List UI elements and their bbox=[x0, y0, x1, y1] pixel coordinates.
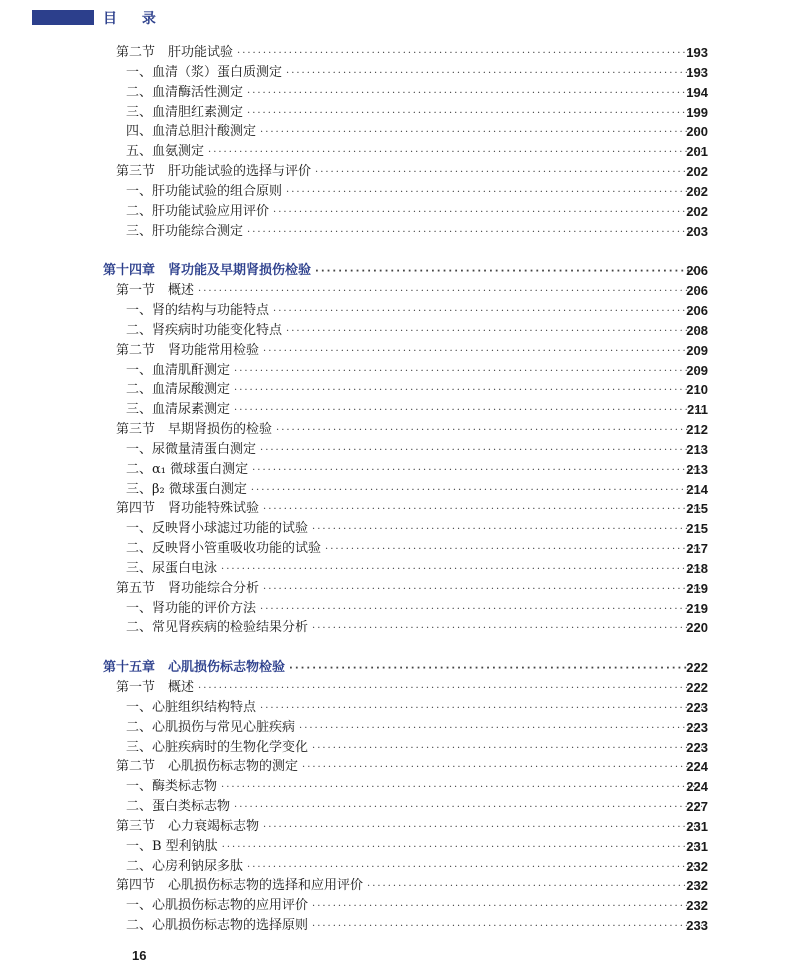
toc-page-number: 231 bbox=[686, 818, 708, 834]
toc-section[interactable] bbox=[0, 43, 800, 63]
toc-label: 第十四章 肾功能及早期肾损伤检验 bbox=[103, 263, 312, 279]
toc-label: 一、心脏组织结构特点 bbox=[126, 699, 257, 715]
toc-section[interactable] bbox=[0, 579, 800, 599]
toc-item[interactable] bbox=[0, 202, 800, 222]
toc-entry bbox=[103, 261, 706, 282]
toc-label: 一、肾功能的评价方法 bbox=[126, 600, 257, 616]
toc-page-number: 199 bbox=[686, 104, 708, 120]
toc-page-number: 209 bbox=[686, 342, 708, 358]
toc-label: 二、肾疾病时功能变化特点 bbox=[126, 322, 283, 338]
toc-entry bbox=[126, 777, 706, 798]
toc-leader-dots bbox=[299, 719, 702, 739]
toc-leader-dots bbox=[221, 560, 702, 580]
toc-entry bbox=[116, 876, 706, 897]
toc-label: 二、α₁ 微球蛋白测定 bbox=[126, 461, 249, 477]
toc-page-number: 220 bbox=[686, 620, 708, 636]
toc-entry bbox=[126, 857, 706, 878]
toc-entry bbox=[116, 579, 706, 600]
toc-label: 第二节 肝功能试验 bbox=[116, 45, 234, 60]
toc-page-number: 222 bbox=[686, 680, 708, 695]
toc-page-number: 202 bbox=[686, 183, 708, 199]
toc-entry bbox=[126, 480, 706, 501]
toc-leader-dots bbox=[263, 580, 702, 600]
toc-entry bbox=[126, 698, 706, 719]
toc-section[interactable] bbox=[0, 420, 800, 440]
toc-page-number: 223 bbox=[686, 699, 708, 715]
toc-leader-dots bbox=[198, 679, 702, 699]
toc-leader-dots bbox=[312, 619, 702, 639]
toc-page-number: 224 bbox=[686, 759, 708, 775]
toc-page-number: 223 bbox=[686, 739, 708, 755]
toc-item[interactable] bbox=[0, 103, 800, 123]
toc-page-number: 193 bbox=[686, 64, 708, 80]
toc-label: 第十五章 心肌损伤标志物检验 bbox=[103, 660, 286, 676]
toc-entry bbox=[126, 559, 706, 580]
toc-spacer bbox=[0, 638, 800, 658]
toc-page-number: 206 bbox=[686, 302, 708, 318]
toc-section[interactable] bbox=[0, 341, 800, 361]
toc-page-number: 200 bbox=[686, 124, 708, 140]
toc-item[interactable] bbox=[0, 718, 800, 738]
toc-page-number: 202 bbox=[686, 203, 708, 219]
toc-item[interactable] bbox=[0, 857, 800, 877]
toc-page-number: 203 bbox=[686, 223, 708, 239]
toc-entry bbox=[116, 341, 706, 362]
toc-page-number: 213 bbox=[686, 441, 708, 457]
toc-page-number: 206 bbox=[686, 283, 708, 299]
toc-entry bbox=[116, 678, 706, 699]
toc-leader-dots bbox=[247, 104, 702, 124]
toc-entry bbox=[126, 599, 706, 620]
table-of-contents bbox=[0, 43, 800, 936]
toc-item[interactable] bbox=[0, 63, 800, 83]
toc-entry bbox=[126, 361, 706, 382]
toc-chapter[interactable] bbox=[0, 261, 800, 281]
toc-item[interactable] bbox=[0, 83, 800, 103]
toc-section[interactable] bbox=[0, 499, 800, 519]
toc-page-number: 219 bbox=[686, 600, 708, 616]
toc-label: 第五节 肾功能综合分析 bbox=[116, 580, 260, 596]
toc-label: 二、血清酶活性测定 bbox=[126, 84, 244, 100]
toc-leader-dots bbox=[312, 739, 702, 759]
toc-label: 三、血清尿素测定 bbox=[126, 402, 231, 418]
toc-leader-dots bbox=[222, 838, 702, 858]
toc-item[interactable] bbox=[0, 618, 800, 638]
toc-entry bbox=[126, 103, 706, 124]
toc-item[interactable] bbox=[0, 440, 800, 460]
toc-label: 三、肝功能综合测定 bbox=[126, 223, 244, 239]
toc-page-number: 217 bbox=[686, 541, 708, 557]
toc-leader-dots bbox=[247, 858, 702, 878]
toc-label: 三、血清胆红素测定 bbox=[126, 104, 244, 120]
toc-entry bbox=[126, 738, 706, 759]
toc-label: 二、心肌损伤标志物的选择原则 bbox=[126, 918, 309, 934]
toc-item[interactable] bbox=[0, 460, 800, 480]
toc-label: 一、心肌损伤标志物的应用评价 bbox=[126, 898, 309, 914]
toc-leader-dots bbox=[286, 64, 702, 84]
toc-item[interactable] bbox=[0, 916, 800, 936]
toc-page-number: 215 bbox=[686, 521, 708, 537]
toc-item[interactable] bbox=[0, 698, 800, 718]
toc-label: 第三节 肝功能试验的选择与评价 bbox=[116, 164, 312, 180]
toc-leader-dots bbox=[273, 203, 702, 223]
toc-item[interactable] bbox=[0, 301, 800, 321]
toc-entry bbox=[126, 122, 706, 143]
toc-leader-dots bbox=[221, 778, 702, 798]
toc-leader-dots bbox=[208, 143, 702, 163]
toc-item[interactable] bbox=[0, 797, 800, 817]
toc-label: 第三节 早期肾损伤的检验 bbox=[116, 422, 273, 438]
toc-item[interactable] bbox=[0, 380, 800, 400]
toc-entry bbox=[126, 837, 706, 858]
toc-leader-dots bbox=[286, 322, 702, 342]
toc-page-number: 232 bbox=[686, 858, 708, 874]
toc-leader-dots bbox=[325, 540, 702, 560]
toc-item[interactable] bbox=[0, 122, 800, 142]
toc-item[interactable] bbox=[0, 182, 800, 202]
toc-page-number: 194 bbox=[686, 84, 708, 100]
toc-leader-dots bbox=[263, 818, 702, 838]
toc-page-number: 223 bbox=[686, 719, 708, 735]
toc-leader-dots bbox=[276, 421, 702, 441]
toc-page-number: 193 bbox=[686, 45, 708, 60]
toc-entry bbox=[126, 83, 706, 104]
footer-page-number: 16 bbox=[132, 948, 147, 963]
toc-spacer bbox=[0, 241, 800, 261]
toc-leader-dots bbox=[247, 84, 702, 104]
toc-label: 一、酶类标志物 bbox=[126, 779, 218, 795]
toc-page-number: 227 bbox=[686, 799, 708, 815]
toc-item[interactable] bbox=[0, 480, 800, 500]
toc-leader-dots bbox=[263, 500, 702, 520]
toc-entry bbox=[126, 797, 706, 818]
toc-page-number: 201 bbox=[686, 144, 708, 160]
toc-leader-dots bbox=[315, 262, 702, 282]
toc-page-number: 213 bbox=[686, 461, 708, 477]
page-title: 目 录 bbox=[103, 11, 166, 27]
toc-entry bbox=[126, 718, 706, 739]
toc-item[interactable] bbox=[0, 599, 800, 619]
toc-entry bbox=[126, 460, 706, 481]
toc-leader-dots bbox=[247, 223, 702, 243]
toc-item[interactable] bbox=[0, 222, 800, 242]
toc-leader-dots bbox=[237, 44, 702, 64]
toc-leader-dots bbox=[263, 342, 702, 362]
toc-page-number: 212 bbox=[686, 422, 708, 438]
toc-leader-dots bbox=[289, 659, 702, 679]
toc-entry bbox=[116, 817, 706, 838]
toc-item[interactable] bbox=[0, 896, 800, 916]
toc-section[interactable] bbox=[0, 678, 800, 698]
toc-chapter[interactable] bbox=[0, 658, 800, 678]
toc-page-number: 232 bbox=[686, 878, 708, 894]
toc-section[interactable] bbox=[0, 876, 800, 896]
toc-entry bbox=[126, 916, 706, 937]
toc-label: 三、β₂ 微球蛋白测定 bbox=[126, 481, 247, 497]
toc-leader-dots bbox=[286, 183, 702, 203]
toc-label: 第三节 心力衰竭标志物 bbox=[116, 818, 260, 834]
toc-label: 第四节 心肌损伤标志物的选择和应用评价 bbox=[116, 878, 364, 894]
toc-leader-dots bbox=[312, 917, 702, 937]
toc-page-number: 233 bbox=[686, 918, 708, 934]
toc-entry bbox=[103, 658, 706, 679]
toc-label: 一、肝功能试验的组合原则 bbox=[126, 183, 283, 199]
toc-entry bbox=[116, 162, 706, 183]
toc-leader-dots bbox=[234, 401, 702, 421]
toc-leader-dots bbox=[252, 461, 702, 481]
toc-label: 二、血清尿酸测定 bbox=[126, 382, 231, 398]
toc-entry bbox=[126, 618, 706, 639]
toc-item[interactable] bbox=[0, 777, 800, 797]
toc-label: 五、血氨测定 bbox=[126, 144, 205, 160]
toc-leader-dots bbox=[273, 302, 702, 322]
toc-label: 二、心肌损伤与常见心脏疾病 bbox=[126, 719, 296, 735]
toc-page-number: 219 bbox=[686, 580, 708, 596]
toc-label: 二、反映肾小管重吸收功能的试验 bbox=[126, 541, 322, 557]
toc-label: 二、肝功能试验应用评价 bbox=[126, 203, 270, 219]
toc-item[interactable] bbox=[0, 559, 800, 579]
toc-page-number: 208 bbox=[686, 322, 708, 338]
toc-label: 二、蛋白类标志物 bbox=[126, 799, 231, 815]
toc-label: 三、尿蛋白电泳 bbox=[126, 560, 218, 576]
toc-label: 一、血清（浆）蛋白质测定 bbox=[126, 64, 283, 80]
toc-section[interactable] bbox=[0, 281, 800, 301]
toc-entry bbox=[116, 43, 706, 64]
toc-page-number: 210 bbox=[686, 382, 708, 398]
toc-item[interactable] bbox=[0, 539, 800, 559]
toc-leader-dots bbox=[260, 600, 702, 620]
toc-item[interactable] bbox=[0, 400, 800, 420]
toc-leader-dots bbox=[251, 481, 702, 501]
toc-label: 第一节 概述 bbox=[116, 680, 195, 695]
toc-section[interactable] bbox=[0, 757, 800, 777]
toc-label: 第二节 肾功能常用检验 bbox=[116, 342, 260, 358]
toc-entry bbox=[126, 380, 706, 401]
toc-page-number: 222 bbox=[686, 660, 708, 676]
header-accent-bar bbox=[32, 10, 94, 25]
toc-page-number: 209 bbox=[686, 362, 708, 378]
toc-label: 二、心房利钠尿多肽 bbox=[126, 858, 244, 874]
toc-page-number: 218 bbox=[686, 560, 708, 576]
toc-section[interactable] bbox=[0, 162, 800, 182]
toc-entry bbox=[126, 400, 706, 421]
toc-label: 二、常见肾疾病的检验结果分析 bbox=[126, 620, 309, 636]
toc-entry bbox=[126, 222, 706, 243]
toc-entry bbox=[126, 321, 706, 342]
toc-leader-dots bbox=[260, 699, 702, 719]
toc-label: 四、血清总胆汁酸测定 bbox=[126, 124, 257, 140]
toc-entry bbox=[126, 142, 706, 163]
toc-entry bbox=[126, 202, 706, 223]
toc-entry bbox=[116, 281, 706, 302]
toc-entry bbox=[126, 440, 706, 461]
toc-item[interactable] bbox=[0, 142, 800, 162]
toc-item[interactable] bbox=[0, 321, 800, 341]
toc-entry bbox=[116, 757, 706, 778]
toc-leader-dots bbox=[260, 123, 702, 143]
toc-label: 一、尿微量清蛋白测定 bbox=[126, 441, 257, 457]
toc-entry bbox=[126, 519, 706, 540]
toc-label: 三、心脏疾病时的生物化学变化 bbox=[126, 739, 309, 755]
toc-label: 一、反映肾小球滤过功能的试验 bbox=[126, 521, 309, 537]
toc-entry bbox=[126, 63, 706, 84]
toc-entry bbox=[126, 896, 706, 917]
toc-label: 第二节 心肌损伤标志物的测定 bbox=[116, 759, 299, 775]
toc-entry bbox=[126, 539, 706, 560]
toc-label: 一、血清肌酐测定 bbox=[126, 362, 231, 378]
toc-page-number: 231 bbox=[686, 838, 708, 854]
toc-leader-dots bbox=[367, 877, 702, 897]
toc-leader-dots bbox=[312, 520, 702, 540]
toc-leader-dots bbox=[302, 758, 702, 778]
toc-entry bbox=[116, 420, 706, 441]
toc-entry bbox=[116, 499, 706, 520]
toc-page-number: 224 bbox=[686, 779, 708, 795]
toc-leader-dots bbox=[260, 441, 702, 461]
toc-item[interactable] bbox=[0, 738, 800, 758]
toc-leader-dots bbox=[312, 897, 702, 917]
toc-item[interactable] bbox=[0, 519, 800, 539]
toc-page-number: 211 bbox=[687, 402, 708, 418]
toc-section[interactable] bbox=[0, 817, 800, 837]
toc-leader-dots bbox=[315, 163, 702, 183]
toc-label: 第一节 概述 bbox=[116, 283, 195, 299]
toc-page-number: 202 bbox=[686, 164, 708, 180]
toc-leader-dots bbox=[234, 362, 702, 382]
toc-page-number: 214 bbox=[686, 481, 708, 497]
toc-label: 一、B 型利钠肽 bbox=[126, 838, 218, 854]
toc-page-number: 206 bbox=[686, 263, 708, 279]
toc-item[interactable] bbox=[0, 361, 800, 381]
toc-entry bbox=[126, 182, 706, 203]
toc-page-number: 232 bbox=[686, 898, 708, 914]
toc-label: 第四节 肾功能特殊试验 bbox=[116, 501, 260, 517]
toc-leader-dots bbox=[234, 381, 702, 401]
toc-leader-dots bbox=[234, 798, 702, 818]
toc-entry bbox=[126, 301, 706, 322]
toc-leader-dots bbox=[198, 282, 702, 302]
toc-item[interactable] bbox=[0, 837, 800, 857]
toc-label: 一、肾的结构与功能特点 bbox=[126, 302, 270, 318]
toc-page-number: 215 bbox=[686, 501, 708, 517]
